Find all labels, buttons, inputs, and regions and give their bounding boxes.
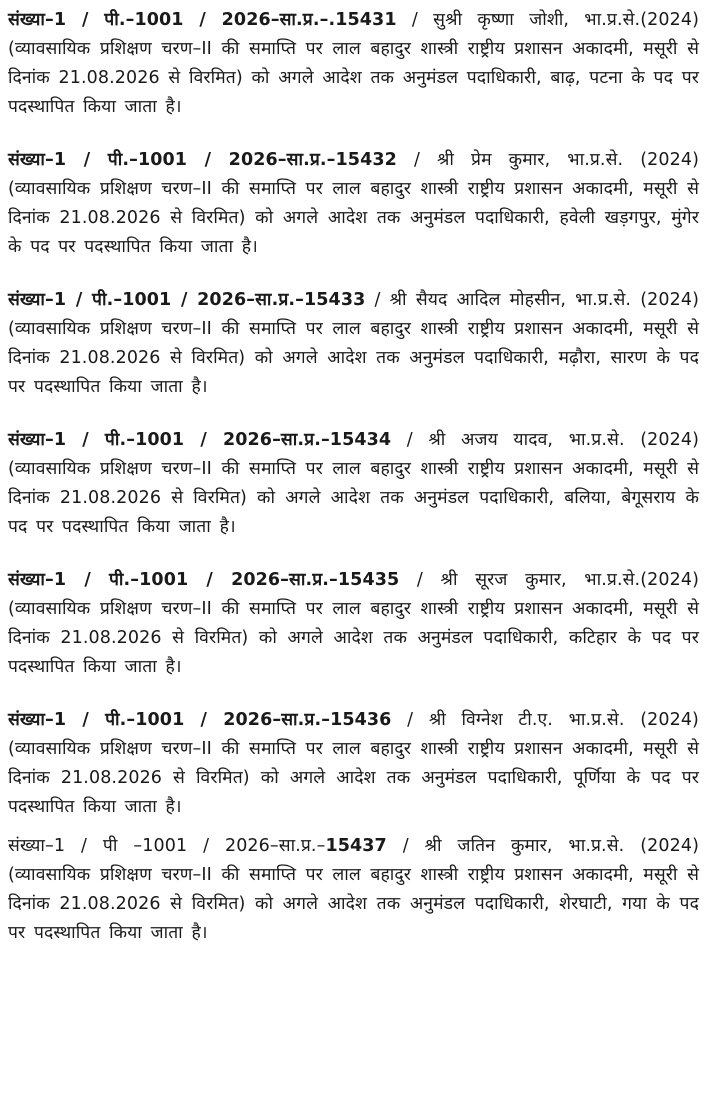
order-reference-number: 15431	[335, 10, 397, 30]
order-paragraph-15435	[8, 566, 699, 682]
order-reference-prefix: संख्या–1 / पी.–1001 / 2026–सा.प्र.–	[8, 570, 338, 590]
order-paragraph-15436	[8, 706, 699, 822]
order-reference	[8, 430, 391, 450]
order-body-text: / श्री अजय यादव, भा.प्र.से. (2024) (व्यावसायिक प्रशिक्षण चरण–II की समाप्ति पर लाल बहादुर शास्त्री राष्ट्रीय प्रशासन अकादमी, मसूरी से दिनांक 21.08.2026 से विरमित) को अगले आदेश तक अनुमंडल पदाधिकारी, बलिया, बेगूसराय के पद पर पदस्थापित किया जाता है।	[8, 430, 699, 537]
order-reference	[8, 570, 399, 590]
order-reference-number: 15433	[303, 290, 366, 310]
order-reference	[8, 836, 387, 856]
order-reference	[8, 290, 365, 310]
order-reference-prefix: संख्या–1 / पी.–1001 / 2026–सा.प्र.–	[8, 290, 304, 310]
order-reference-number: 15436	[330, 710, 392, 730]
order-body-text: / श्री जतिन कुमार, भा.प्र.से. (2024) (व्यावसायिक प्रशिक्षण चरण–II की समाप्ति पर लाल बहादुर शास्त्री राष्ट्रीय प्रशासन अकादमी, मसूरी से दिनांक 21.08.2026 से विरमित) को अगले आदेश तक अनुमंडल पदाधिकारी, शेरघाटी, गया के पद पर पदस्थापित किया जाता है।	[8, 836, 700, 943]
order-reference	[8, 150, 397, 170]
order-reference-prefix: संख्या–1 / पी.–1001 / 2026–सा.प्र.–	[8, 430, 330, 450]
order-reference-prefix: संख्या–1 / पी.–1001 / 2026–सा.प्र.–.	[8, 10, 336, 30]
order-paragraph-15433	[8, 286, 699, 402]
order-body-text: / श्री सैयद आदिल मोहसीन, भा.प्र.से. (2024) (व्यावसायिक प्रशिक्षण चरण–II की समाप्ति पर लाल बहादुर शास्त्री राष्ट्रीय प्रशासन अकादमी, मसूरी से दिनांक 21.08.2026 से विरमित) को अगले आदेश तक अनुमंडल पदाधिकारी, मढ़ौरा, सारण के पद पर पदस्थापित किया जाता है।	[8, 290, 700, 397]
order-reference-prefix: संख्या–1 / पी.–1001 / 2026–सा.प्र.–	[8, 150, 336, 170]
order-reference-number: 15437	[325, 836, 387, 856]
order-paragraph-15434	[8, 426, 699, 542]
order-reference-number: 15434	[329, 430, 392, 450]
order-reference	[8, 710, 391, 730]
order-reference-prefix: संख्या–1 / पी.–1001 / 2026–सा.प्र.–	[8, 710, 331, 730]
order-paragraph-15431	[8, 6, 699, 122]
order-body-text: / श्री विग्नेश टी.ए. भा.प्र.से. (2024) (व्यावसायिक प्रशिक्षण चरण–II की समाप्ति पर लाल बहादुर शास्त्री राष्ट्रीय प्रशासन अकादमी, मसूरी से दिनांक 21.08.2026 से विरमित) को अगले आदेश तक अनुमंडल पदाधिकारी, पूर्णिया के पद पर पदस्थापित किया जाता है।	[8, 710, 699, 817]
order-reference	[8, 10, 397, 30]
order-body-text: / श्री प्रेम कुमार, भा.प्र.से. (2024) (व्यावसायिक प्रशिक्षण चरण–II की समाप्ति पर लाल बहादुर शास्त्री राष्ट्रीय प्रशासन अकादमी, मसूरी से दिनांक 21.08.2026 से विरमित) को अगले आदेश तक अनुमंडल पदाधिकारी, हवेली खड़गपुर, मुंगेर के पद पर पदस्थापित किया जाता है।	[8, 150, 699, 257]
order-paragraph-15437	[8, 832, 699, 948]
order-paragraph-15432	[8, 146, 699, 262]
order-body-text: / श्री सूरज कुमार, भा.प्र.से.(2024) (व्यावसायिक प्रशिक्षण चरण–II की समाप्ति पर लाल बहादुर शास्त्री राष्ट्रीय प्रशासन अकादमी, मसूरी से दिनांक 21.08.2026 से विरमित) को अगले आदेश तक अनुमंडल पदाधिकारी, कटिहार के पद पर पदस्थापित किया जाता है।	[8, 570, 699, 677]
order-reference-number: 15432	[335, 150, 397, 170]
order-body-text: / सुश्री कृष्णा जोशी, भा.प्र.से.(2024) (व्यावसायिक प्रशिक्षण चरण–II की समाप्ति पर लाल बहादुर शास्त्री राष्ट्रीय प्रशासन अकादमी, मसूरी से दिनांक 21.08.2026 से विरमित) को अगले आदेश तक अनुमंडल पदाधिकारी, बाढ़, पटना के पद पर पदस्थापित किया जाता है।	[8, 10, 699, 117]
order-reference-prefix: संख्या–1 / पी –1001 / 2026–सा.प्र.–	[8, 836, 326, 856]
order-reference-number: 15435	[337, 570, 400, 590]
